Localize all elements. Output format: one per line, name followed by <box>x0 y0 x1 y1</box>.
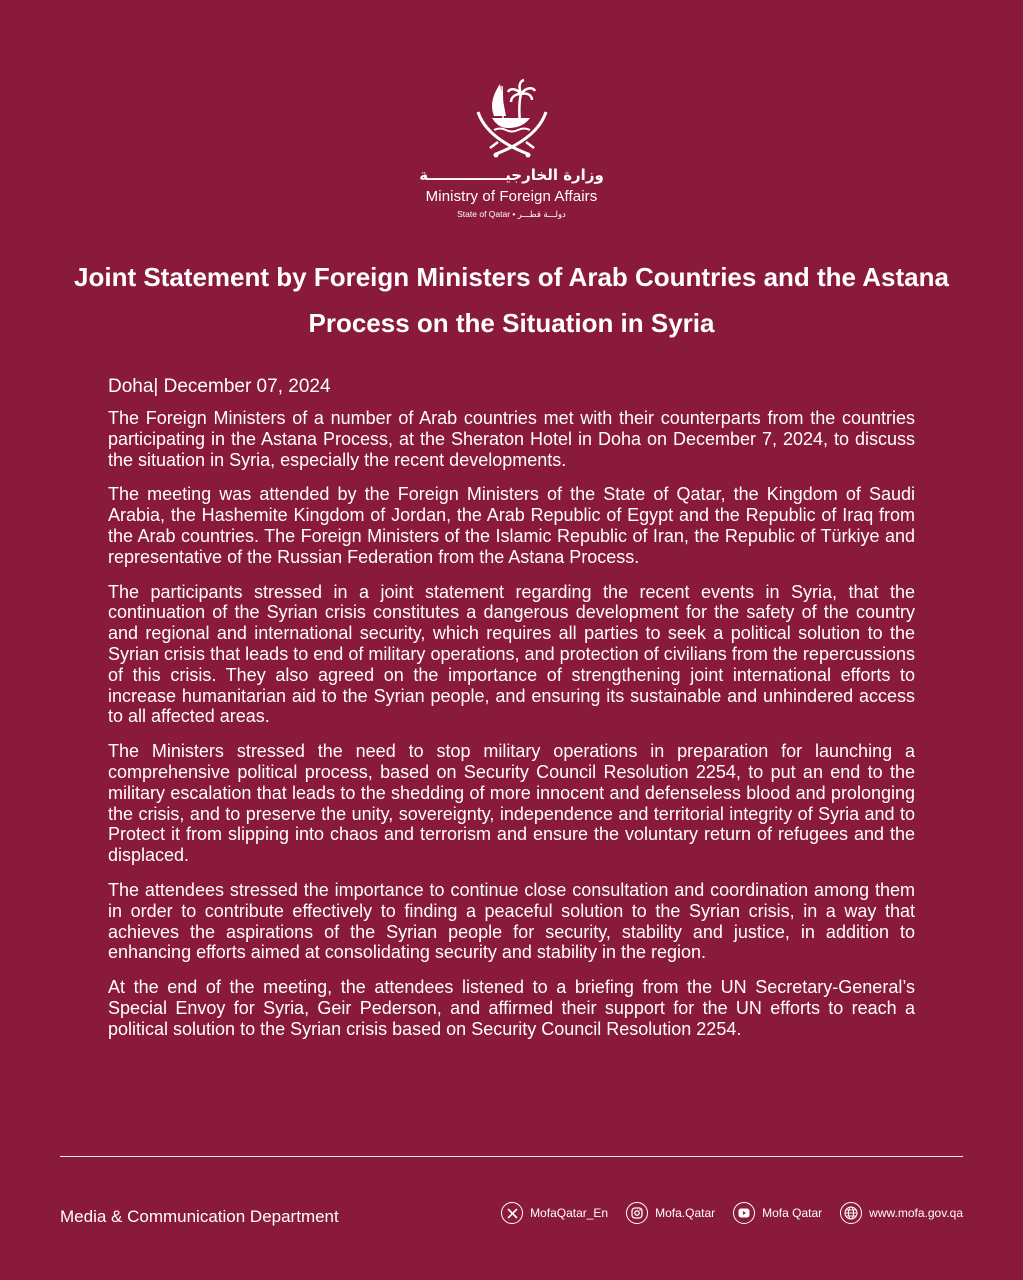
paragraph: The attendees stressed the importance to continue close consultation and coordination among them in order to contribute effectively to finding a peaceful solution to the Syrian crisis, in a way that achieves the aspirations of the Syrian people for security, stability and justice, in addition to enhancing efforts aimed at consolidating security and stability in the region. <box>108 879 915 963</box>
footer <box>60 1200 963 1234</box>
youtube-handle: Mofa Qatar <box>762 1206 823 1220</box>
statement-title: Joint Statement by Foreign Ministers of Arab Countries and the Astana Process on the Situation in Syria <box>74 262 949 338</box>
instagram-link[interactable] <box>626 1202 715 1224</box>
ministry-header <box>0 78 1023 220</box>
footer-divider <box>60 1156 963 1157</box>
youtube-link[interactable] <box>733 1202 822 1224</box>
paragraph: The meeting was attended by the Foreign Ministers of the State of Qatar, the Kingdom of Saudi Arabia, the Hashemite Kingdom of Jordan, the Arab Republic of Egypt and the Republic of Iraq from the Arab countries. The Foreign Ministers of the Islamic Republic of Iran, the Republic of Türkiye and representative of the Russian Federation from the Astana Process. <box>108 484 915 567</box>
paragraph: The participants stressed in a joint statement regarding the recent events in Syria, that the continuation of the Syrian crisis constitutes a dangerous development for the safety of the country and regional and international security, which requires all parties to seek a political solution to the Syrian crisis that leads to end of military operations, and protection of civilians from the repercussions of this crisis. They also agreed on the importance of strengthening joint international efforts to increase humanitarian aid to the Syrian people, and ensuring its sustainable and unhindered access to all affected areas. <box>108 581 915 727</box>
state-of-qatar-label: State of Qatar • دولـــة قطـــر <box>457 209 566 219</box>
x-icon <box>501 1202 523 1224</box>
dateline: Doha| December 07, 2024 <box>108 376 331 397</box>
website-link[interactable] <box>840 1202 963 1224</box>
x-link[interactable] <box>501 1202 608 1224</box>
website-url: www.mofa.gov.qa <box>869 1206 963 1220</box>
youtube-icon <box>733 1202 755 1224</box>
globe-icon <box>840 1202 862 1224</box>
paragraph: At the end of the meeting, the attendees listened to a briefing from the UN Secretary-General’s Special Envoy for Syria, Geir Pederson, and affirmed their support for the UN efforts to reach a political solution to the Syrian crisis based on Security Council Resolution 2254. <box>108 977 915 1039</box>
instagram-icon <box>626 1202 648 1224</box>
department-name: Media & Communication Department <box>60 1207 339 1226</box>
instagram-handle: Mofa.Qatar <box>655 1206 716 1220</box>
x-handle: MofaQatar_En <box>530 1206 609 1220</box>
statement-body <box>108 376 915 1054</box>
paragraph: The Foreign Ministers of a number of Arab countries met with their counterparts from the countries participating in the Astana Process, at the Sheraton Hotel in Doha on December 7, 2024, to discuss the situation in Syria, especially the recent developments. <box>108 408 915 470</box>
ministry-name-arabic: وزارة الخارجيـــــــــــــــة <box>419 166 604 184</box>
paragraph: The Ministers stressed the need to stop military operations in preparation for launching a comprehensive political process, based on Security Council Resolution 2254, to put an end to the military escalation that leads to the shedding of more innocent and defenseless blood and prolonging the crisis, and to preserve the unity, sovereignty, independence and territorial integrity of Syria and to Protect it from slipping into chaos and terrorism and ensure the voluntary return of refugees and the displaced. <box>108 741 915 866</box>
social-links <box>483 1202 963 1224</box>
ministry-name-english: Ministry of Foreign Affairs <box>425 188 598 205</box>
qatar-emblem-icon <box>472 78 552 160</box>
